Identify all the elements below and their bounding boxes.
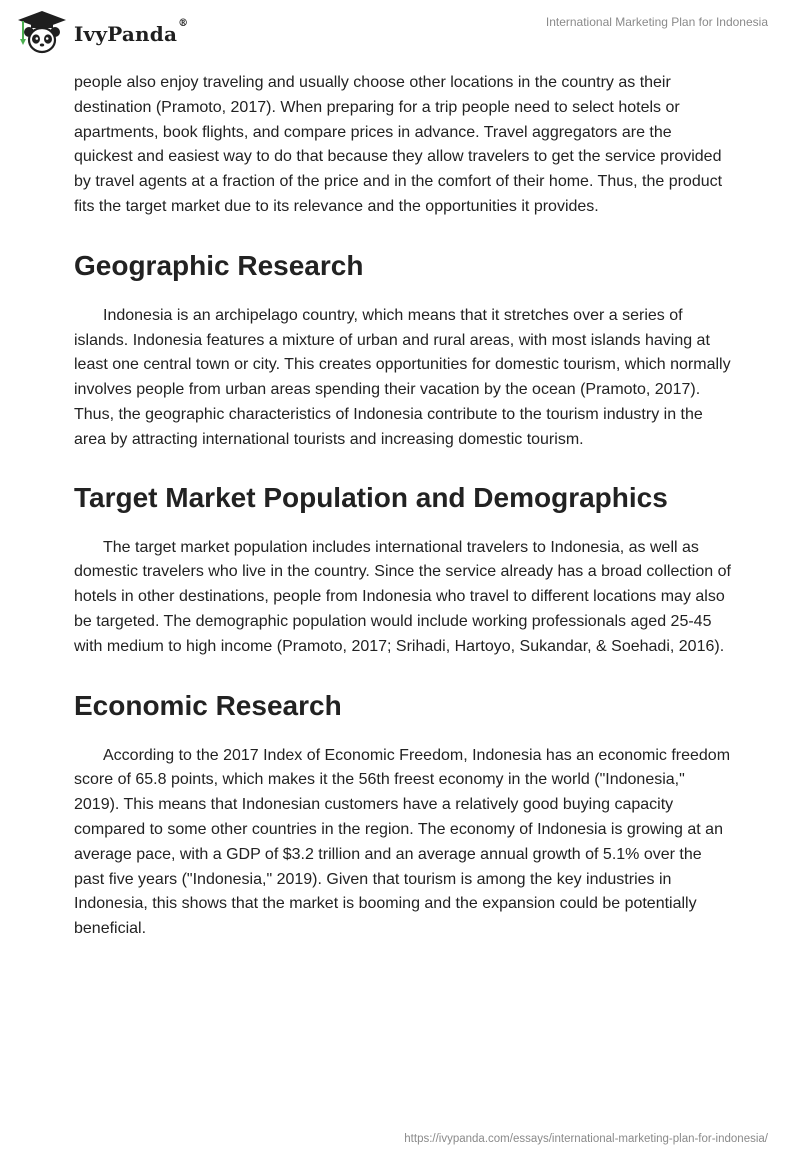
section-heading-economic: Economic Research — [74, 689, 342, 721]
section-paragraph-target-market: The target market population includes international travelers to Indonesia, as well as domestic travelers who live in the country. Since the service already has a broad collection of hotels in other destinations, people from Indonesia who travel to different locations may also be targeted. The demographic population would include working professionals aged 25-45 with medium to high income (Pramoto, 2017; Srihadi, Hartoyo, Sukandar, & Soehadi, 2016). — [74, 538, 731, 655]
section-heading-target-market: Target Market Population and Demographics — [74, 481, 668, 513]
panda-graduate-icon — [14, 8, 70, 56]
intro-paragraph: people also enjoy traveling and usually choose other locations in the country as their destination (Pramoto, 2017). When preparing for a trip people need to select hotels or apartments, book flights, and compare prices in advance. Travel aggregators are the quickest and easiest way to do that because they allow travelers to get the service provided by travel agents at a fraction of the price and in the comfort of their home. Thus, the product fits the target market due to its relevance and the opportunities it provides. — [74, 74, 723, 215]
registered-mark: ® — [178, 17, 189, 29]
ivypanda-logo[interactable] — [14, 8, 188, 56]
section-heading-geographic: Geographic Research — [74, 249, 364, 281]
page-header — [0, 0, 800, 64]
essay-body — [74, 71, 734, 942]
logo-wordmark: IvyPanda — [74, 22, 178, 46]
section-paragraph-geographic: Indonesia is an archipelago country, which means that it stretches over a series of islands. Indonesia features a mixture of urban and rural areas, with most islands having at least one central town or city. This creates opportunities for domestic tourism, which normally involves people from urban areas spending their vacation by the ocean (Pramoto, 2017). Thus, the geographic characteristics of Indonesia contribute to the tourism industry in the area by attracting international tourists and increasing domestic tourism. — [74, 306, 731, 448]
section-paragraph-economic: According to the 2017 Index of Economic Freedom, Indonesia has an economic freedom score of 65.8 points, which makes it the 56th freest economy in the world ("Indonesia," 2019). This means that Indonesian customers have a relatively good buying capacity compared to some other countries in the region. The economy of Indonesia is growing at an average pace, with a GDP of $3.2 trillion and an average annual growth of 5.1% over the past five years ("Indonesia," 2019). Given that tourism is among the key industries in Indonesia, this shows that the market is booming and the expansion could be potentially beneficial. — [74, 746, 731, 938]
source-url[interactable]: https://ivypanda.com/essays/international-marketing-plan-for-indonesia/ — [404, 1133, 768, 1145]
document-title: International Marketing Plan for Indonesia — [545, 15, 768, 29]
